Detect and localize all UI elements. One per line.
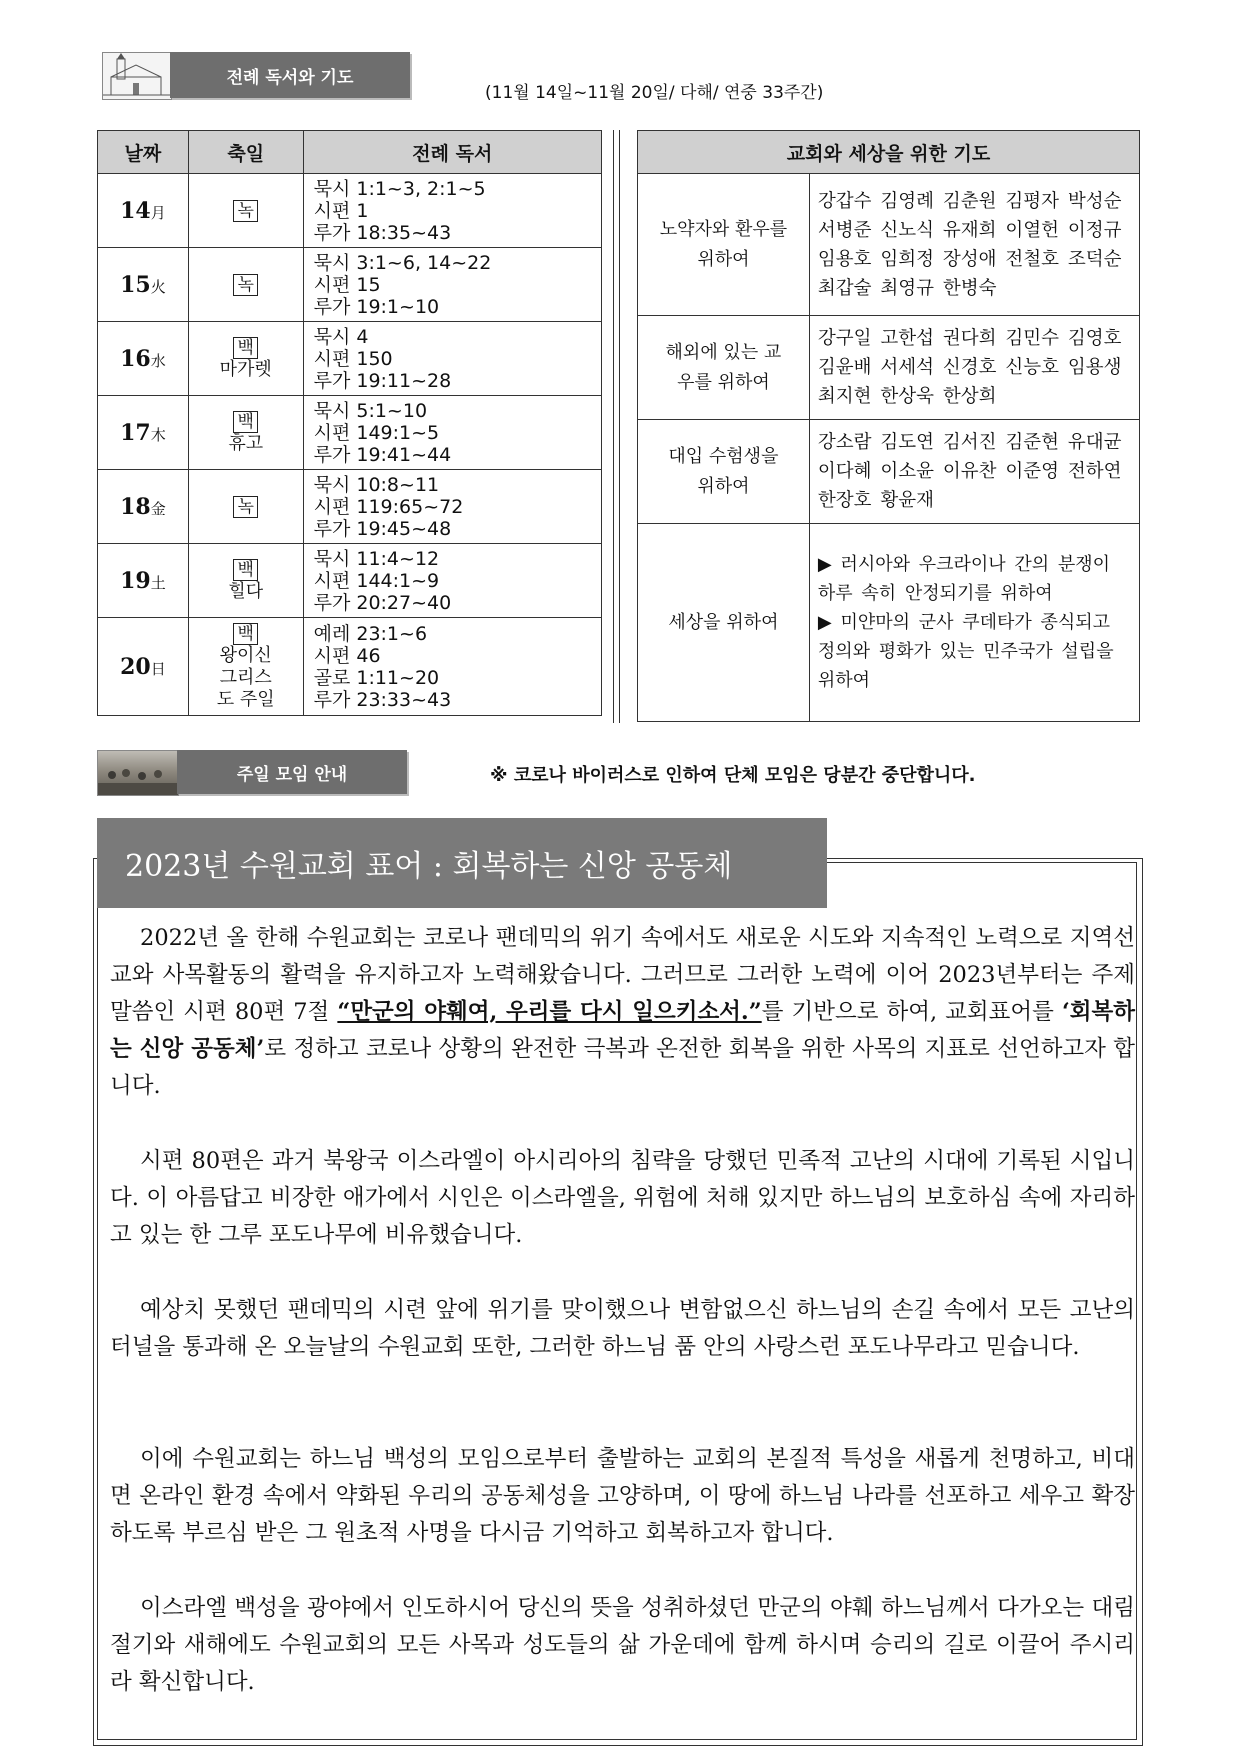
liturgical-color: 녹	[233, 200, 257, 222]
table-row	[638, 316, 1140, 420]
liturgical-color: 녹	[233, 274, 257, 296]
reading-line: 루가 19:45~48	[313, 517, 452, 540]
prayer-topic	[638, 316, 810, 420]
prayer-item: ▶ 러시아와 우크라이나 간의 분쟁이 하루 속히 안정되기를 위하여	[817, 554, 1111, 604]
essay-text: 2022년 올 한해 수원교회는 코로나 팬데믹의 위기 속에서도 새로운 시도와 지속적인 노력으로 지역선교와 사목활동의 활력을 유지하고자 노력해왔습니다. 그러므로 그러한 노력에 이어 2023년부터는 주제 말씀인 시편 80편 7절	[110, 925, 1135, 1025]
section-header-meeting	[177, 750, 407, 794]
reading-line: 묵시 4	[313, 325, 369, 348]
reading-line: 루가 20:27~40	[313, 591, 452, 614]
covid-notice: ※ 코로나 바이러스로 인하여 단체 모임은 당분간 중단합니다.	[490, 765, 976, 786]
meeting-photo	[97, 750, 179, 796]
day-number: 18	[120, 493, 151, 520]
prayer-items	[809, 524, 1139, 722]
readings-header-row	[98, 131, 602, 174]
table-row	[638, 174, 1140, 316]
prayer-names: 강소람 김도연 김서진 김준현 유대균 이다혜 이소윤 이유찬 이준영 전하연 한장호 황윤재	[809, 420, 1139, 524]
essay-motto: ‘회복하는 신앙 공동체’	[110, 999, 1135, 1062]
prayer-header: 교회와 세상을 위한 기도	[638, 131, 1140, 174]
feast-cell	[188, 618, 303, 716]
prayer-topic	[638, 174, 810, 316]
reading-line: 묵시 5:1~10	[313, 399, 428, 422]
reading-cell	[303, 396, 601, 470]
table-row	[98, 174, 602, 248]
reading-line: 루가 19:41~44	[313, 443, 452, 466]
date-cell	[98, 174, 189, 248]
reading-cell	[303, 322, 601, 396]
essay-paragraph-5: 이스라엘 백성을 광야에서 인도하시어 당신의 뜻을 성취하셨던 만군의 야훼 하느님께서 다가오는 대림절기와 새해에도 수원교회의 모든 사목과 성도들의 삶 가운데에 함께 하시며 승리의 길로 이끌어 주시리라 확신합니다.	[110, 1595, 1135, 1695]
table-row	[98, 470, 602, 544]
day-number: 16	[120, 345, 151, 372]
reading-line: 시편 46	[313, 644, 381, 667]
reading-cell	[303, 618, 601, 716]
day-of-week: 月	[150, 203, 166, 222]
reading-line: 시편 144:1~9	[313, 569, 440, 592]
day-of-week: 水	[150, 351, 166, 370]
day-number: 17	[120, 419, 151, 446]
essay-paragraph-2: 시편 80편은 과거 북왕국 이스라엘이 아시리아의 침략을 당했던 민족적 고난의 시대에 기록된 시입니다. 이 아름답고 비장한 애가에서 시인은 이스라엘을, 위험에 처해 있지만 하느님의 보호하심 속에 자리하고 있는 한 그루 포도나무에 비유했습니다.	[110, 1148, 1135, 1248]
reading-line: 루가 19:11~28	[313, 369, 452, 392]
header-readings: 전례 독서	[303, 131, 601, 174]
reading-line: 시편 150	[313, 347, 393, 370]
day-number: 19	[120, 567, 151, 594]
reading-cell	[303, 470, 601, 544]
column-divider	[613, 130, 620, 723]
table-row	[98, 544, 602, 618]
day-number: 20	[120, 653, 151, 680]
essay-title: 2023년 수원교회 표어 : 회복하는 신앙 공동체	[97, 818, 827, 908]
reading-line: 묵시 11:4~12	[313, 547, 440, 570]
reading-cell	[303, 544, 601, 618]
essay-quote: “만군의 야훼여, 우리를 다시 일으키소서.”	[337, 999, 762, 1025]
feast-cell	[188, 470, 303, 544]
day-of-week: 火	[150, 277, 166, 296]
feast-cell	[188, 248, 303, 322]
people-photo-icon	[98, 751, 178, 795]
feast-cell	[188, 544, 303, 618]
week-period: (11월 14일~11월 20일/ 다해/ 연중 33주간)	[485, 83, 824, 103]
liturgical-color: 백	[233, 623, 257, 645]
reading-line: 루가 18:35~43	[313, 221, 452, 244]
day-number: 15	[120, 271, 151, 298]
essay-text: 를 기반으로 하여, 교회표어를	[761, 999, 1062, 1025]
prayer-names: 강구일 고한섭 권다희 김민수 김영호 김윤배 서세석 신경호 신능호 임용생 최지현 한상욱 한상희	[809, 316, 1139, 420]
day-of-week: 金	[150, 499, 166, 518]
prayer-topic-label: 해외에 있는 교우를 위하여	[665, 341, 782, 393]
reading-line: 시편 1	[313, 199, 369, 222]
reading-line: 시편 119:65~72	[313, 495, 464, 518]
essay-paragraph-1	[110, 920, 1135, 1105]
day-of-week: 日	[150, 659, 166, 678]
date-cell	[98, 618, 189, 716]
liturgical-color: 녹	[233, 496, 257, 518]
table-row	[638, 524, 1140, 722]
reading-line: 예레 23:1~6	[313, 622, 428, 645]
prayer-topic: 세상을 위하여	[638, 524, 810, 722]
liturgical-color: 백	[233, 337, 257, 359]
reading-line: 시편 149:1~5	[313, 421, 440, 444]
church-illustration-icon	[103, 53, 171, 99]
reading-line: 시편 15	[313, 273, 381, 296]
essay-text: 로 정하고 코로나 상황의 완전한 극복과 온전한 회복을 위한 사목의 지표로 선언하고자 합니다.	[110, 1036, 1135, 1099]
prayer-table	[637, 130, 1140, 722]
feast-name: 힐다	[228, 580, 264, 602]
essay-paragraph-4: 이에 수원교회는 하느님 백성의 모임으로부터 출발하는 교회의 본질적 특성을 새롭게 천명하고, 비대면 온라인 환경 속에서 약화된 우리의 공동체성을 고양하며, 이 땅에 하느님 나라를 선포하고 세우고 확장하도록 부르심 받은 그 원초적 사명을 다시금 기억하고 회복하고자 합니다.	[110, 1446, 1135, 1546]
day-number: 14	[120, 197, 151, 224]
church-thumbnail	[102, 52, 172, 100]
reading-line: 묵시 10:8~11	[313, 473, 440, 496]
prayer-topic-label: 노약자와 환우를 위하여	[659, 218, 788, 270]
liturgical-color: 백	[233, 559, 257, 581]
section-header-liturgy	[170, 52, 410, 98]
prayer-item: ▶ 미얀마의 군사 쿠데타가 종식되고 정의와 평화가 있는 민주국가 설립을 위하여	[817, 612, 1114, 691]
reading-line: 골로 1:11~20	[313, 666, 440, 689]
day-of-week: 土	[150, 573, 166, 592]
reading-line: 루가 19:1~10	[313, 295, 440, 318]
date-cell	[98, 248, 189, 322]
reading-cell	[303, 248, 601, 322]
date-cell	[98, 322, 189, 396]
feast-cell	[188, 396, 303, 470]
table-row	[98, 248, 602, 322]
section-header-liturgy-label: 전례 독서와 기도	[226, 67, 354, 88]
section-header-meeting-label: 주일 모임 안내	[236, 764, 348, 785]
feast-name: 휴고	[228, 432, 264, 454]
date-cell	[98, 470, 189, 544]
readings-table	[97, 130, 602, 716]
table-row	[98, 618, 602, 716]
reading-line: 묵시 3:1~6, 14~22	[313, 251, 492, 274]
prayer-topic	[638, 420, 810, 524]
feast-name: 왕이신 그리스도 주일	[216, 644, 275, 710]
reading-line: 루가 23:33~43	[313, 688, 452, 711]
reading-cell	[303, 174, 601, 248]
date-cell	[98, 396, 189, 470]
feast-name: 마가렛	[219, 358, 272, 380]
prayer-topic-label: 대입 수험생을 위하여	[668, 445, 779, 497]
liturgical-color: 백	[233, 411, 257, 433]
feast-cell	[188, 322, 303, 396]
header-feast: 축일	[188, 131, 303, 174]
prayer-names: 강갑수 김영례 김춘원 김평자 박성순 서병준 신노식 유재희 이열헌 이정규 임용호 임희정 장성애 전철호 조덕순 최갑술 최영규 한병숙	[809, 174, 1139, 316]
essay-paragraph-3: 예상치 못했던 팬데믹의 시련 앞에 위기를 맞이했으나 변함없으신 하느님의 손길 속에서 모든 고난의 터널을 통과해 온 오늘날의 수원교회 또한, 그러한 하느님 품 안의 사랑스런 포도나무라고 믿습니다.	[110, 1297, 1135, 1360]
date-cell	[98, 544, 189, 618]
table-row	[638, 420, 1140, 524]
table-row	[98, 322, 602, 396]
table-row	[98, 396, 602, 470]
feast-cell	[188, 174, 303, 248]
header-date: 날짜	[98, 131, 189, 174]
prayer-header-row	[638, 131, 1140, 174]
reading-line: 묵시 1:1~3, 2:1~5	[313, 177, 486, 200]
day-of-week: 木	[150, 425, 166, 444]
